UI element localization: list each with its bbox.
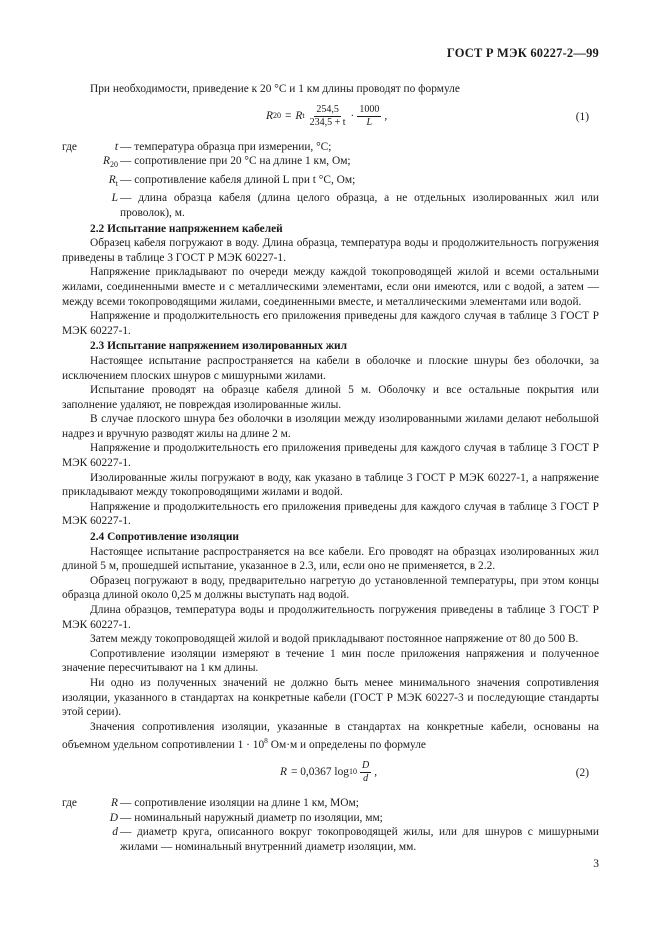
formula-1-dot: ·: [350, 109, 355, 122]
section-2-3-paragraph: В случае плоского шнура без оболочки в изоляции между изолированными жилами делают небольшой надрез и вручную разводят жилы на длине 2 м.: [62, 413, 599, 440]
formula-2-lhs: R: [280, 766, 287, 779]
def-word: [62, 191, 98, 220]
formula-1-fraction-1: [308, 104, 348, 129]
def-symbol: R: [111, 796, 118, 809]
section-2-4-title: 2.4 Сопротивление изоляции: [90, 531, 239, 544]
def-word: где: [62, 796, 77, 809]
page-number: 3: [593, 858, 599, 870]
formula-2-log-sub: 10: [348, 767, 357, 777]
def-word: [62, 173, 98, 192]
intro-paragraph: При необходимости, приведение к 20 °С и 1 км длины проводят по формуле: [90, 83, 460, 95]
section-2-2-title: 2.2 Испытание напряжением кабелей: [90, 222, 283, 235]
def-word: [62, 154, 98, 173]
formula-1-expression: [266, 104, 387, 129]
formula-2-number: (2): [575, 766, 589, 779]
section-2-3-paragraph: Напряжение и продолжительность его приложения приведены для каждого случая в таблице 3 ГОСТ Р МЭК 60227-1.: [62, 442, 599, 470]
section-2-3-title: 2.3 Испытание напряжением изолированных жил: [90, 340, 347, 353]
def-word: где: [62, 140, 77, 153]
formula-2: [62, 758, 599, 792]
section-2-4-paragraph: Настоящее испытание распространяется на все кабели. Его проводят на образцах изолированных жил длиной 5 м, прошедшей испытание, указанное в 2.3, или, если оно не применяется, в 2.2.: [62, 545, 599, 573]
def-symbol: $R_t$: [108, 173, 118, 188]
formula-2-frac-num: D: [361, 759, 370, 771]
def-symbol: L: [111, 192, 118, 205]
def-word: [62, 825, 98, 854]
section-2-3-paragraph: Настоящее испытание распространяется на кабели в оболочке и плоские шнуры без оболочки, за исключением плоских шнуров с мишурными жилами.: [62, 354, 599, 382]
formula-1-frac1-num: 254,5: [316, 103, 339, 115]
formula-1-lhs-sub: 20: [272, 110, 281, 120]
section-2-4-paragraph: Значения сопротивления изоляции, указанные в стандартах на конкретные кабели, основаны на объемном удельном сопротивлении $1 \cdot 10^8$ Ом·м и определены по формуле: [62, 720, 599, 752]
formula-1-frac2-den: L: [366, 116, 373, 128]
formula-1-definitions: [62, 140, 599, 221]
def-symbol: t: [114, 140, 118, 153]
section-2-4-paragraph: Сопротивление изоляции измеряют в течение 1 мин после приложения напряжения и полученное значение пересчитывают на 1 км длины.: [62, 647, 599, 675]
page-header: ГОСТ Р МЭК 60227-2—99: [446, 46, 599, 60]
def-symbol: $R_{20}$: [103, 155, 118, 170]
def-text: — температура образца при измерении, °С;: [120, 140, 332, 153]
def-text: — длина образца кабеля (длина целого образца, а не отдельных изолированных жил или проволок), м.: [120, 192, 599, 219]
formula-2-tail: ,: [374, 766, 378, 779]
def-text: — номинальный наружный диаметр по изоляции, мм;: [120, 811, 383, 824]
def-text: — сопротивление при 20 °С на длине 1 км, Ом;: [120, 155, 351, 168]
def-text: — сопротивление изоляции на длине 1 км, МОм;: [120, 796, 359, 809]
section-2-4-paragraph: Длина образцов, температура воды и продолжительность погружения приведены в таблице 3 ГОСТ Р МЭК 60227-1.: [62, 604, 599, 631]
section-2-3-paragraph: Испытание проводят на образце кабеля длиной 5 м. Оболочку и все остальные покрытия или заполнение удаляют, не повреждая изолированные жилы.: [62, 384, 599, 411]
section-2-2-paragraph: Напряжение и продолжительность его приложения приведены для каждого случая в таблице 3 ГОСТ Р МЭК 60227-1.: [62, 310, 599, 337]
formula-2-definitions: [62, 796, 599, 854]
page-content: [62, 82, 599, 854]
section-2-3-paragraph: Напряжение и продолжительность его приложения приведены для каждого случая в таблице 3 ГОСТ Р МЭК 60227-1.: [62, 500, 599, 528]
formula-2-frac-den: d: [363, 772, 369, 784]
formula-1-fraction-2: [357, 104, 381, 129]
formula-1-lhs: R: [266, 109, 273, 122]
def-symbol: d: [112, 826, 118, 839]
def-text: — сопротивление кабеля длиной L при t °С, Ом;: [120, 173, 356, 186]
formula-1-equals: =: [284, 109, 292, 122]
section-2-4-paragraph: Ни одно из полученных значений не должно быть менее минимального значения сопротивления изоляции, указанного в стандартах на конкретные кабели (ГОСТ Р МЭК 60227-3 и последующие стандарты этой серии).: [62, 676, 599, 719]
formula-1-r: R: [295, 109, 303, 122]
section-2-2-paragraph: Напряжение прикладывают по очереди между каждой токопроводящей жилой и всеми остальными жилами, соединенными вместе и с металлическими элементами, если они имеются, или с водой, а затем — между всеми токопроводящими жилами, соединенными вместе, и металлическими элементами или водой.: [62, 266, 599, 308]
formula-2-rhs: = 0,0367 log: [290, 766, 349, 779]
formula-2-expression: [280, 760, 377, 785]
section-2-4-paragraph: Образец погружают в воду, предварительно нагретую до установленной температуры, при этом концы образца длиной около 0,25 м должны выступать над водой.: [62, 574, 599, 602]
formula-1-r-sub: t: [302, 110, 305, 120]
formula-1: [62, 102, 599, 136]
formula-1-number: (1): [575, 110, 589, 123]
def-word: [62, 811, 98, 826]
formula-1-frac1-den: 234,5 + t: [309, 116, 346, 128]
def-text: — диаметр круга, описанного вокруг токопроводящей жилы, или для шнуров с мишурными жилами — номинальный внутренний диаметр изоляции, мм.: [120, 826, 599, 853]
formula-1-frac2-num: 1000: [359, 103, 380, 115]
formula-1-tail: ,: [384, 109, 388, 122]
def-symbol: D: [109, 811, 118, 824]
section-2-2-paragraph: Образец кабеля погружают в воду. Длина образца, температура воды и продолжительность погружения приведены в таблице 3 ГОСТ Р МЭК 60227-1.: [62, 237, 599, 264]
section-2-4-paragraph: Затем между токопроводящей жилой и водой прикладывают постоянное напряжение от 80 до 500 В.: [90, 633, 579, 646]
section-2-3-paragraph: Изолированные жилы погружают в воду, как указано в таблице 3 ГОСТ Р МЭК 60227-1, а напряжение прикладывают между токопроводящими жилами и водой.: [62, 471, 599, 499]
formula-2-fraction: [360, 760, 371, 785]
